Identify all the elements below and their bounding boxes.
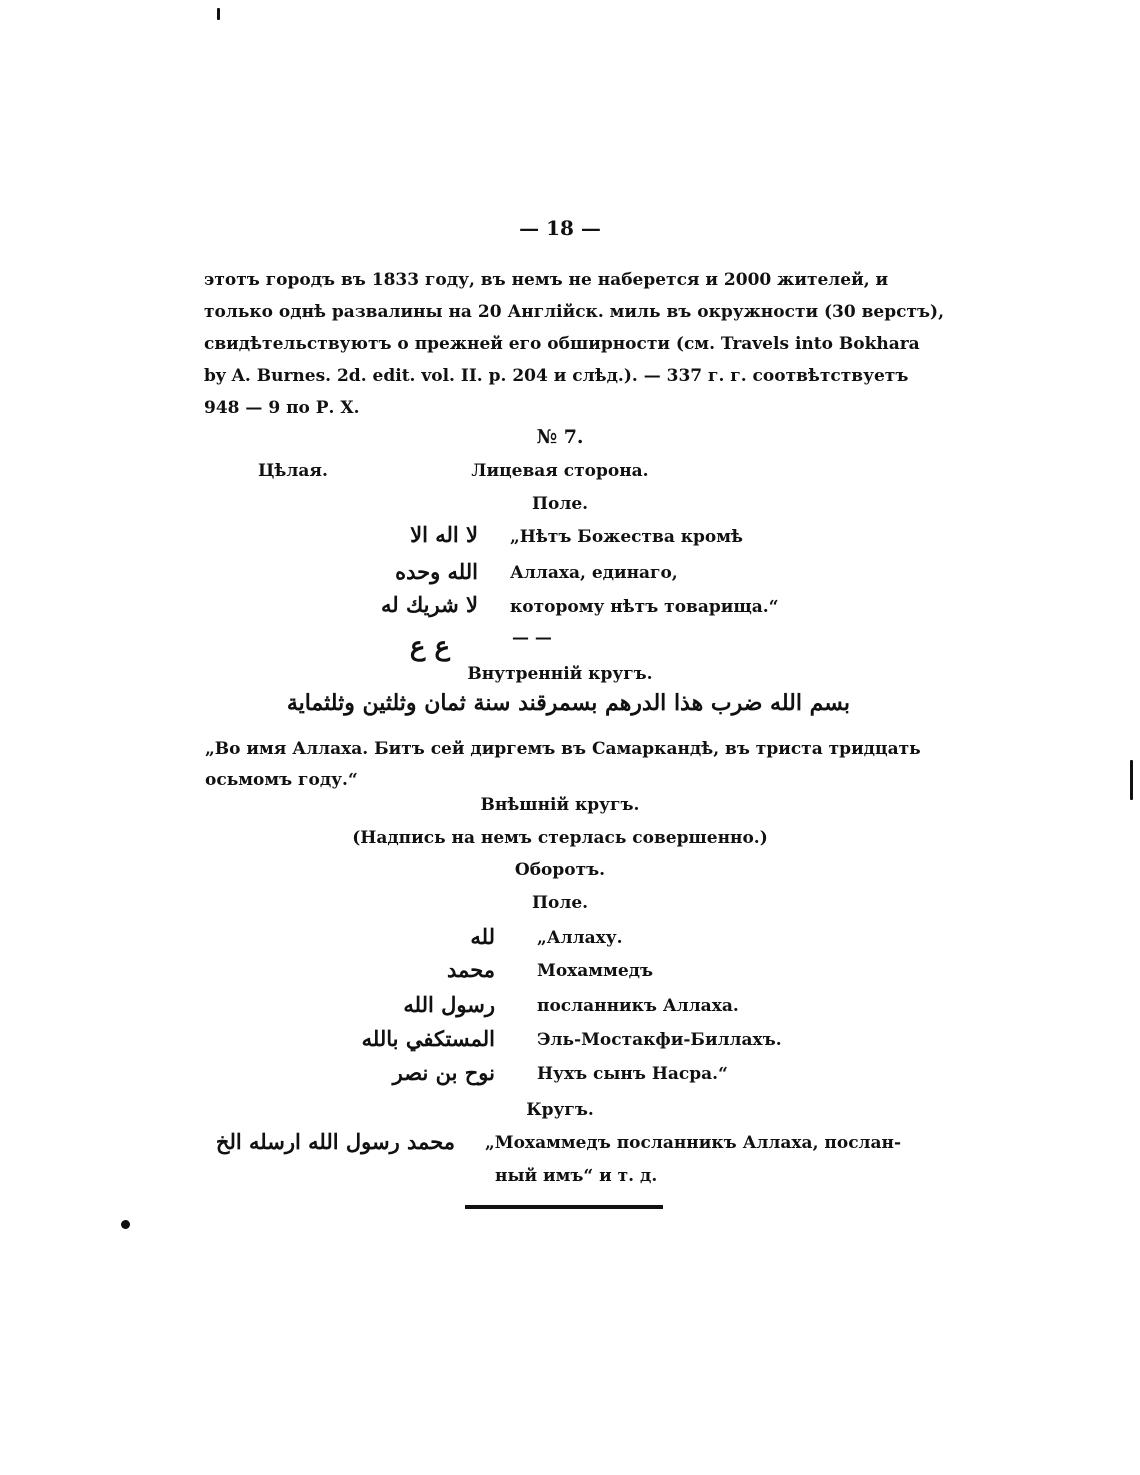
- closing-rule: [465, 1205, 663, 1209]
- reverse-field-arabic-4: المستكفي بالله: [361, 1026, 495, 1051]
- inner-circle-heading: Внутренній кругъ.: [467, 664, 653, 684]
- reverse-field-russian-1: „Аллаху.: [537, 928, 623, 948]
- ink-dot: [121, 1220, 130, 1229]
- reverse-field-arabic-3: رسول الله: [403, 992, 495, 1017]
- obverse-field-arabic-3: لا شريك له: [381, 592, 478, 617]
- coin-condition: Цѣлая.: [258, 461, 328, 481]
- inner-circle-arabic: بسم الله ضرب هذا الدرهم بسمرقند سنة ثمان وثلثين وثلثماية: [286, 690, 850, 716]
- intro-line-2: только однѣ развалины на 20 Англійск. миль въ окружности (30 верстъ),: [204, 302, 945, 322]
- inner-circle-translation-1: „Во имя Аллаха. Битъ сей диргемъ въ Самаркандѣ, въ триста тридцать: [205, 739, 921, 759]
- reverse-field-russian-5: Нухъ сынъ Насра.“: [537, 1064, 728, 1084]
- reverse-field-russian-2: Мохаммедъ: [537, 961, 654, 981]
- obverse-field-arabic-2: الله وحده: [395, 559, 478, 584]
- outer-circle-heading: Внѣшній кругъ.: [480, 795, 640, 815]
- circle-heading: Кругъ.: [526, 1100, 594, 1120]
- circle-translation-2: ный имъ“ и т. д.: [495, 1166, 658, 1186]
- circle-arabic: محمد رسول الله ارسله الخ: [215, 1129, 455, 1154]
- page-number: — 18 —: [519, 216, 601, 240]
- coin-number-heading: № 7.: [536, 426, 584, 448]
- inner-circle-translation-2: осьмомъ году.“: [205, 770, 358, 790]
- obverse-field-russian-3: которому нѣтъ товарища.“: [510, 597, 779, 617]
- reverse-field-heading: Поле.: [531, 893, 589, 913]
- intro-line-5: 948 — 9 по Р. X.: [204, 398, 360, 418]
- obverse-marks-dashes: — —: [512, 628, 552, 648]
- obverse-field-russian-2: Аллаха, единаго,: [510, 563, 678, 583]
- obverse-field-heading: Поле.: [531, 494, 589, 514]
- reverse-heading: Оборотъ.: [514, 860, 606, 880]
- reverse-field-arabic-2: محمد: [447, 957, 495, 982]
- reverse-field-arabic-5: نوح بن نصر: [392, 1060, 495, 1085]
- obverse-marks-arabic: ع ع: [409, 632, 450, 662]
- reverse-field-russian-4: Эль-Мостакфи-Биллахъ.: [537, 1030, 782, 1050]
- intro-line-3: свидѣтельствуютъ о прежней его обширности (см. Travels into Bokhara: [204, 334, 920, 354]
- circle-translation-1: „Мохаммедъ посланникъ Аллаха, послан-: [485, 1133, 902, 1153]
- obverse-field-russian-1: „Нѣтъ Божества кромѣ: [510, 527, 743, 547]
- reverse-field-arabic-1: لله: [470, 924, 495, 949]
- ink-mark: [217, 8, 220, 20]
- reverse-field-russian-3: посланникъ Аллаха.: [537, 996, 739, 1016]
- intro-line-1: этотъ городъ въ 1833 году, въ немъ не наберется и 2000 жителей, и: [204, 270, 889, 290]
- outer-circle-note: (Надпись на немъ стерлась совершенно.): [352, 828, 768, 848]
- obverse-heading: Лицевая сторона.: [471, 461, 649, 481]
- edge-mark: [1130, 760, 1133, 800]
- obverse-field-arabic-1: لا اله الا: [410, 522, 478, 547]
- intro-line-4: by A. Burnes. 2d. edit. vol. II. p. 204 и слѣд.). — 337 г. г. соотвѣтствуетъ: [204, 366, 909, 386]
